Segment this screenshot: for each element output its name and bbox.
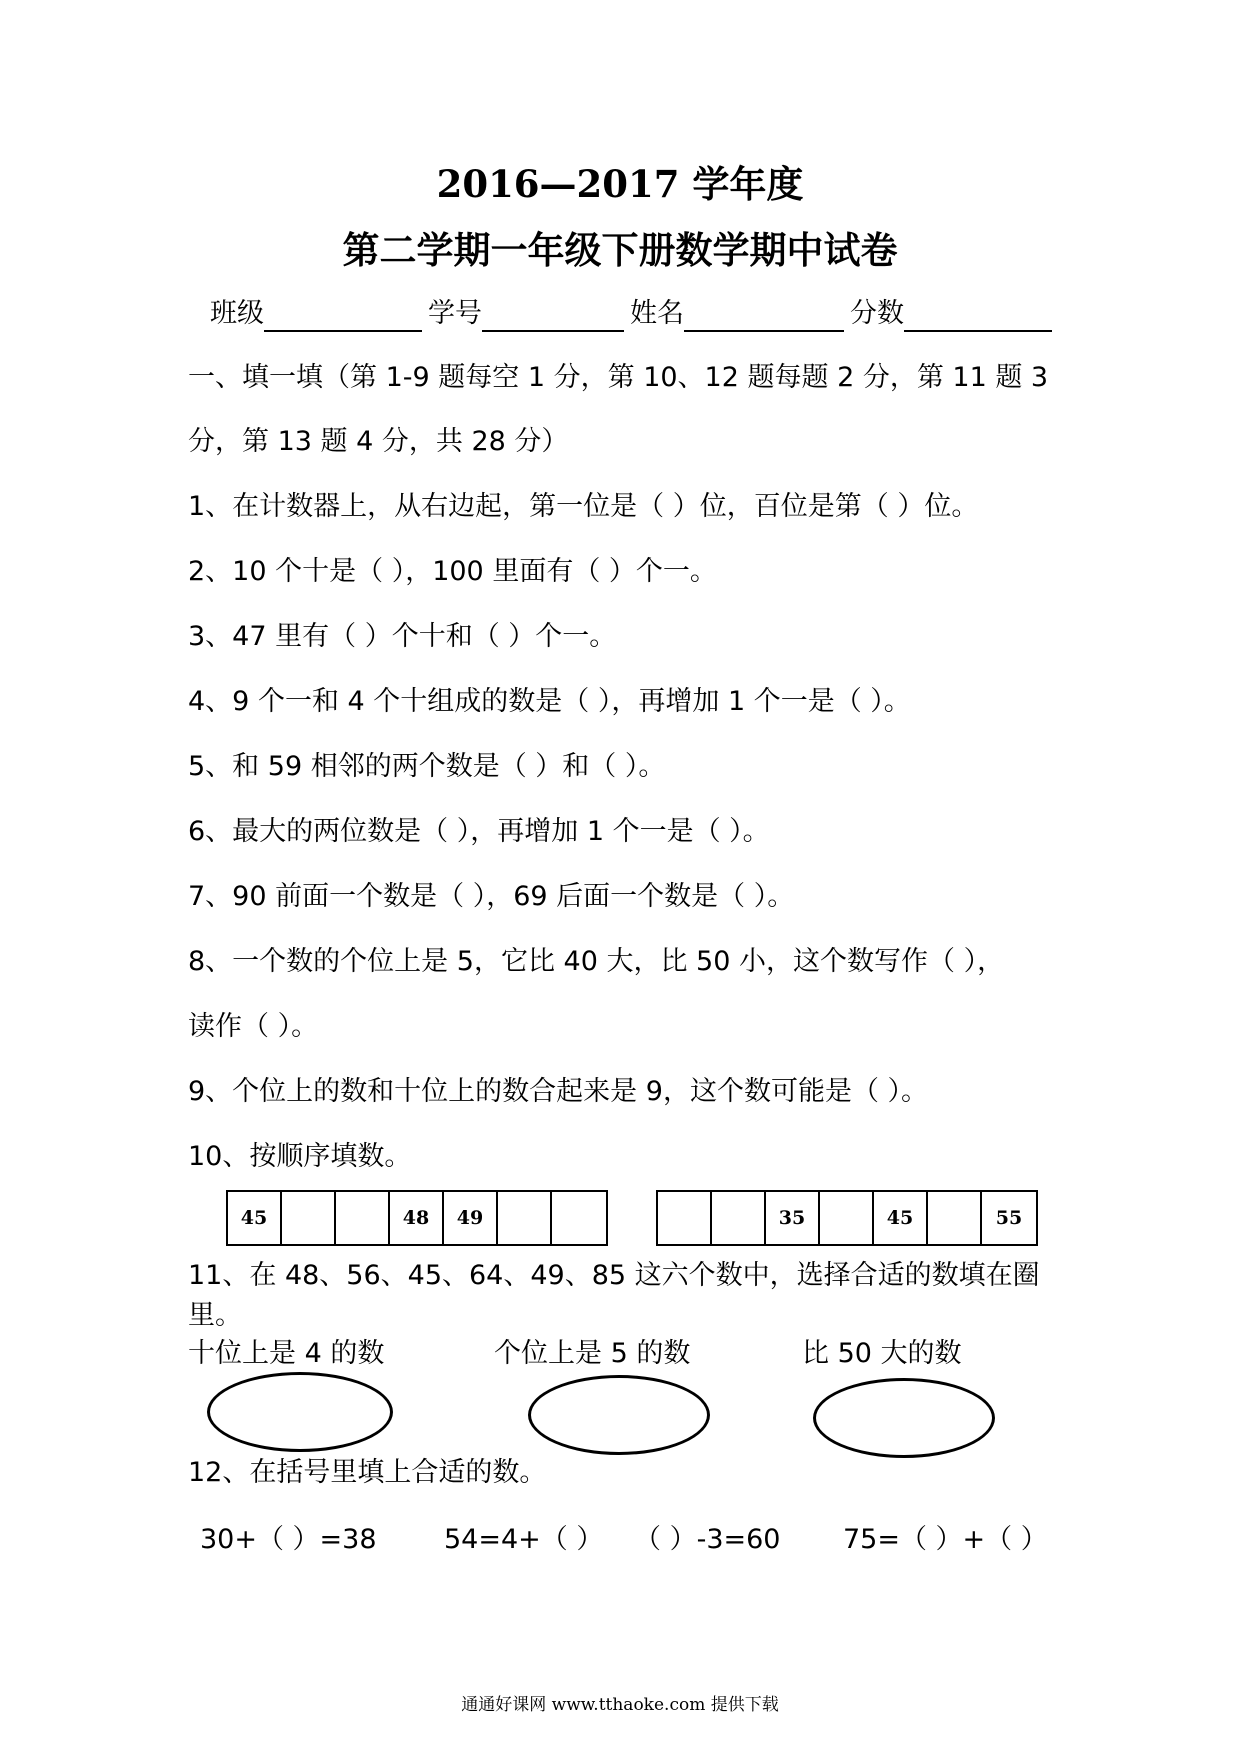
sequence-blank-cell[interactable] bbox=[498, 1192, 552, 1244]
question-6: 6、最大的两位数是（ ），再增加 1 个一是（ ）。 bbox=[188, 816, 770, 847]
sequence-cell: 55 bbox=[995, 1207, 1023, 1229]
question-9: 9、个位上的数和十位上的数合起来是 9，这个数可能是（ ）。 bbox=[188, 1076, 929, 1107]
q11-label-ones-5: 个位上是 5 的数 bbox=[494, 1338, 691, 1369]
section1-heading-line1: 一、填一填（第 1-9 题每空 1 分，第 10、12 题每题 2 分，第 11 题 3 bbox=[188, 362, 1049, 393]
sequence-blank-cell[interactable] bbox=[658, 1192, 712, 1244]
name-field[interactable] bbox=[684, 300, 844, 332]
question-10: 10、按顺序填数。 bbox=[188, 1141, 412, 1172]
question-4: 4、9 个一和 4 个十组成的数是（ ），再增加 1 个一是（ ）。 bbox=[188, 686, 911, 717]
student-info-line bbox=[210, 296, 1058, 332]
question-5: 5、和 59 相邻的两个数是（ ）和（ ）。 bbox=[188, 751, 666, 782]
q12-expression-3: （ ）-3=60 bbox=[634, 1524, 781, 1555]
class-field[interactable] bbox=[264, 300, 422, 332]
q12-expression-2: 54=4+（ ） bbox=[444, 1524, 604, 1555]
sequence-cell: 48 bbox=[390, 1192, 444, 1244]
class-label: 班级 bbox=[210, 298, 264, 329]
sequence-blank-cell[interactable] bbox=[552, 1192, 606, 1244]
answer-circle-2[interactable] bbox=[528, 1375, 710, 1455]
student-number-field[interactable] bbox=[482, 300, 624, 332]
q11-label-greater-50: 比 50 大的数 bbox=[802, 1338, 962, 1369]
sequence-cell: 35 bbox=[766, 1192, 820, 1244]
sequence-cell: 45 bbox=[228, 1192, 282, 1244]
question-2: 2、10 个十是（ ），100 里面有（ ）个一。 bbox=[188, 556, 717, 587]
question-1: 1、在计数器上，从右边起，第一位是（ ）位，百位是第（ ）位。 bbox=[188, 491, 979, 522]
question-11-line1: 11、在 48、56、45、64、49、85 这六个数中，选择合适的数填在圈 bbox=[188, 1260, 1040, 1291]
student-number-label: 学号 bbox=[428, 298, 482, 329]
sequence-blank-cell[interactable] bbox=[820, 1192, 874, 1244]
sequence-cell: 45 bbox=[874, 1192, 928, 1244]
score-label: 分数 bbox=[850, 298, 904, 329]
q11-label-tens-4: 十位上是 4 的数 bbox=[188, 1338, 385, 1369]
question-8-line2: 读作（ ）。 bbox=[188, 1011, 319, 1042]
question-3: 3、47 里有（ ）个十和（ ）个一。 bbox=[188, 621, 617, 652]
number-sequence-2 bbox=[656, 1190, 1038, 1246]
answer-circle-1[interactable] bbox=[207, 1372, 393, 1452]
q12-expression-1: 30+（ ）=38 bbox=[200, 1524, 377, 1555]
page-title-year: 2016—2017 学年度 bbox=[436, 162, 804, 206]
question-11-line2: 里。 bbox=[188, 1300, 242, 1331]
footer-credit: 通通好课网 www.tthaoke.com 提供下载 bbox=[461, 1695, 779, 1715]
question-7: 7、90 前面一个数是（ ），69 后面一个数是（ ）。 bbox=[188, 881, 795, 912]
sequence-blank-cell[interactable] bbox=[336, 1192, 390, 1244]
sequence-blank-cell[interactable] bbox=[712, 1192, 766, 1244]
score-field[interactable] bbox=[904, 300, 1052, 332]
sequence-blank-cell[interactable] bbox=[282, 1192, 336, 1244]
question-12: 12、在括号里填上合适的数。 bbox=[188, 1457, 547, 1488]
answer-circle-3[interactable] bbox=[813, 1378, 995, 1458]
page-title-exam: 第二学期一年级下册数学期中试卷 bbox=[342, 228, 898, 272]
question-8-line1: 8、一个数的个位上是 5，它比 40 大，比 50 小，这个数写作（ ）， bbox=[188, 946, 1005, 977]
section1-heading-line2: 分，第 13 题 4 分，共 28 分） bbox=[188, 426, 569, 457]
name-label: 姓名 bbox=[630, 298, 684, 329]
q12-expression-4: 75=（ ）+（ ） bbox=[843, 1524, 1048, 1555]
sequence-blank-cell[interactable] bbox=[928, 1192, 982, 1244]
sequence-cell: 49 bbox=[444, 1192, 498, 1244]
number-sequence-1 bbox=[226, 1190, 608, 1246]
